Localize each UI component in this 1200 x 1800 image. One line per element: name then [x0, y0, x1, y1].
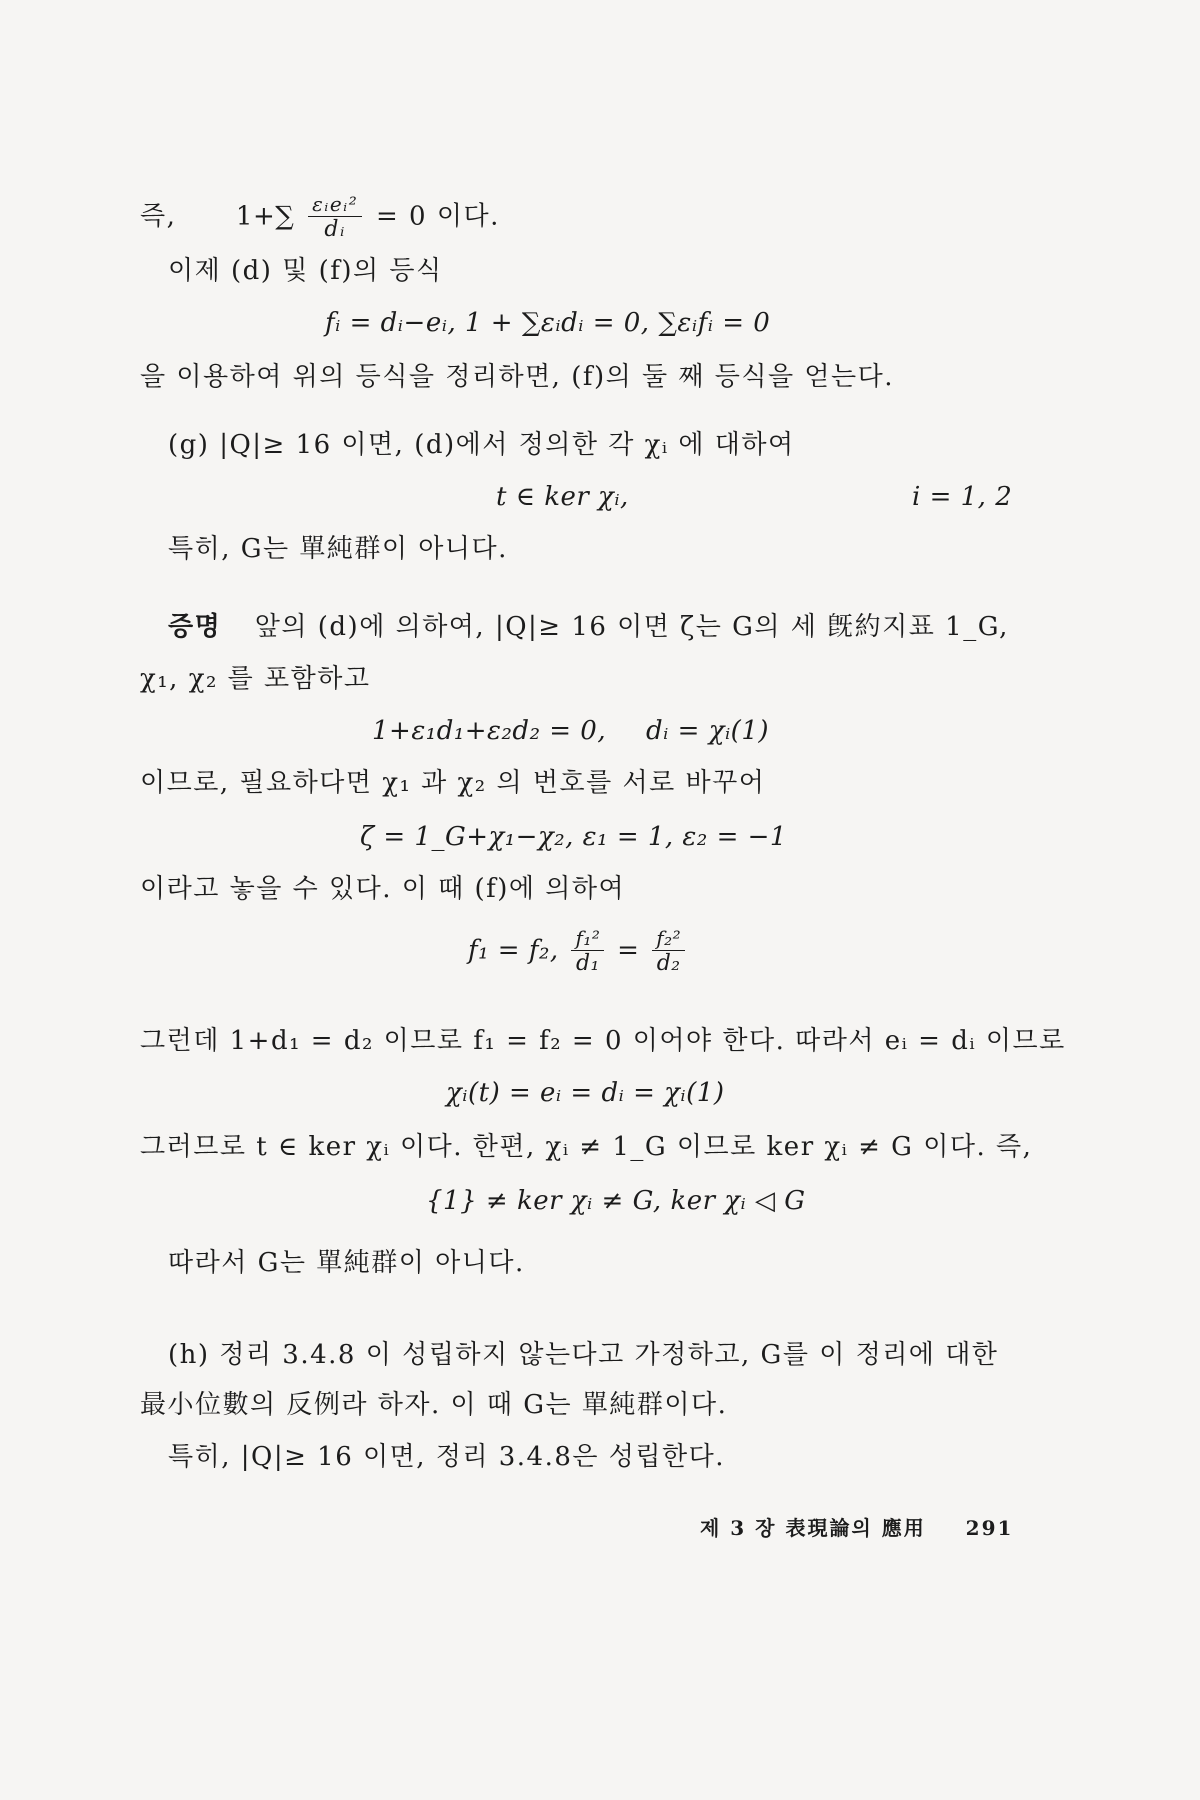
- equation: [468, 926, 689, 977]
- equation: t ∈ ker χᵢ,: [496, 482, 629, 512]
- text-line: 특히, G는 單純群이 아니다.: [168, 534, 508, 564]
- fraction-numerator: f₂²: [652, 926, 685, 951]
- text-line: 따라서 G는 單純群이 아니다.: [168, 1248, 525, 1278]
- fraction: [571, 926, 604, 977]
- fraction-denominator: d₂: [656, 951, 681, 976]
- text-line: [168, 610, 1009, 644]
- text-line: 그러므로 t ∈ ker χᵢ 이다. 한편, χᵢ ≠ 1_G 이므로 ker χᵢ ≠ G 이다. 즉,: [140, 1132, 1033, 1162]
- text-fragment: 즉,: [140, 201, 177, 232]
- equation: dᵢ = χᵢ(1): [646, 716, 770, 746]
- text-line: 특히, |Q|≥ 16 이면, 정리 3.4.8은 성립한다.: [168, 1442, 726, 1472]
- fraction: [308, 192, 362, 243]
- text-line: 그런데 1+d₁ = d₂ 이므로 f₁ = f₂ = 0 이어야 한다. 따라서 eᵢ = dᵢ 이므로: [140, 1026, 1066, 1056]
- text-line: 最小位數의 反例라 하자. 이 때 G는 單純群이다.: [140, 1390, 728, 1420]
- fraction-numerator: εᵢeᵢ²: [308, 192, 362, 217]
- proof-heading: 증명: [168, 612, 222, 642]
- equation: ζ = 1_G+χ₁−χ₂, ε₁ = 1, ε₂ = −1: [360, 822, 787, 852]
- text-line: 이제 (d) 및 (f)의 등식: [168, 256, 443, 286]
- page-number: 291: [965, 1516, 1014, 1540]
- text-fragment: 앞의 (d)에 의하여, |Q|≥ 16 이면 ζ는 G의 세 旣約지표 1_G,: [254, 612, 1009, 642]
- text-line: [140, 192, 500, 243]
- math-term: =: [617, 935, 640, 966]
- fraction-denominator: dᵢ: [324, 217, 346, 242]
- text-fragment: = 0 이다.: [375, 201, 500, 232]
- equation: 1+ε₁d₁+ε₂d₂ = 0,: [372, 716, 607, 746]
- text-line: 을 이용하여 위의 등식을 정리하면, (f)의 둘 째 등식을 얻는다.: [140, 362, 894, 392]
- equation: {1} ≠ ker χᵢ ≠ G, ker χᵢ ◁ G: [426, 1186, 806, 1216]
- equation: fᵢ = dᵢ−eᵢ, 1 + ∑εᵢdᵢ = 0, ∑εᵢfᵢ = 0: [325, 308, 771, 338]
- fraction-numerator: f₁²: [571, 926, 604, 951]
- math-term: f₁ = f₂,: [468, 935, 559, 966]
- equation: i = 1, 2: [912, 482, 1013, 512]
- text-line: 이므로, 필요하다면 χ₁ 과 χ₂ 의 번호를 서로 바꾸어: [140, 768, 766, 798]
- fraction: [652, 926, 685, 977]
- text-line: (g) |Q|≥ 16 이면, (d)에서 정의한 각 χᵢ 에 대하여: [168, 430, 795, 460]
- text-line: 이라고 놓을 수 있다. 이 때 (f)에 의하여: [140, 874, 626, 904]
- text-line: χ₁, χ₂ 를 포함하고: [140, 664, 371, 694]
- page-footer: [700, 1512, 1013, 1541]
- text-line: (h) 정리 3.4.8 이 성립하지 않는다고 가정하고, G를 이 정리에 대한: [168, 1340, 999, 1370]
- equation: χᵢ(t) = eᵢ = dᵢ = χᵢ(1): [446, 1078, 725, 1108]
- chapter-title: 제 3 장 表現論의 應用: [700, 1516, 926, 1540]
- fraction-denominator: d₁: [575, 951, 600, 976]
- math-term: 1+∑: [235, 201, 295, 232]
